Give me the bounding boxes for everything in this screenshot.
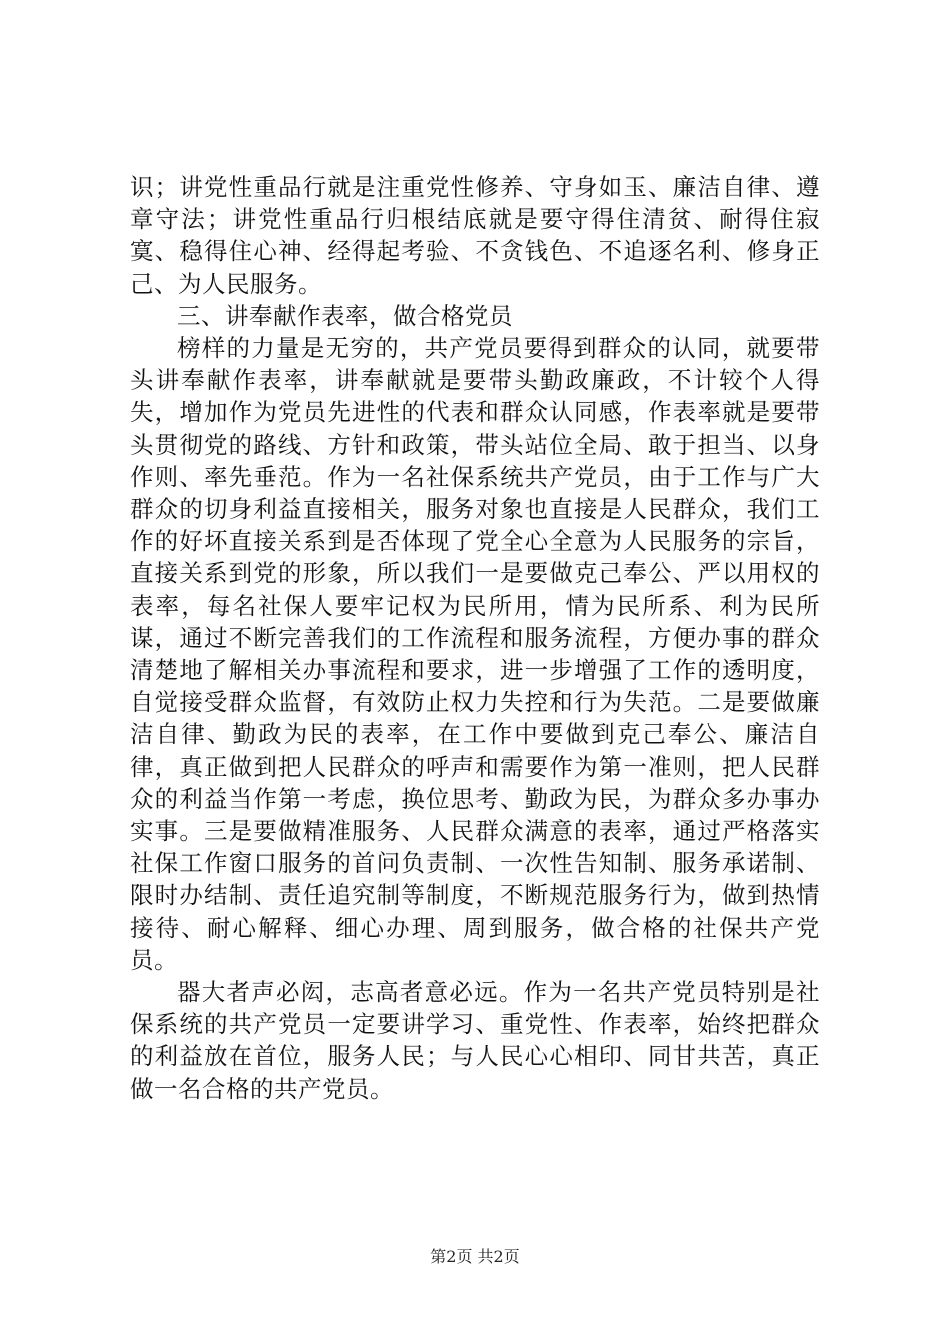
paragraph-conclusion: 器大者声必闳，志高者意必远。作为一名共产党员特别是社保系统的共产党员一定要讲学习、重党性、作表率，始终把群众的利益放在首位，服务人民；与人民心心相印、同甘共苦，真正做一名合格的共产党员。 xyxy=(130,978,820,1103)
document-body xyxy=(130,171,820,1105)
paragraph-dedication: 榜样的力量是无穷的，共产党员要得到群众的认同，就要带头讲奉献作表率，讲奉献就是要带头勤政廉政，不计较个人得失，增加作为党员先进性的代表和群众认同感，作表率就是要带头贯彻党的路线、方针和政策，带头站位全局、敢于担当、以身作则、率先垂范。作为一名社保系统共产党员，由于工作与广大群众的切身利益直接相关，服务对象也直接是人民群众，我们工作的好坏直接关系到是否体现了党全心全意为人民服务的宗旨，直接关系到党的形象，所以我们一是要做克己奉公、严以用权的表率，每名社保人要牢记权为民所用，情为民所系、利为民所谋，通过不断完善我们的工作流程和服务流程，方便办事的群众清楚地了解相关办事流程和要求，进一步增强了工作的透明度，自觉接受群众监督，有效防止权力失控和行为失范。二是要做廉洁自律、勤政为民的表率，在工作中要做到克己奉公、廉洁自律，真正做到把人民群众的呼声和需要作为第一准则，把人民群众的利益当作第一考虑，换位思考、勤政为民，为群众多办事办实事。三是要做精准服务、人民群众满意的表率，通过严格落实社保工作窗口服务的首问负责制、一次性告知制、服务承诺制、限时办结制、责任追究制等制度，不断规范服务行为，做到热情接待、耐心解释、细心办理、周到服务，做合格的社保共产党员。 xyxy=(130,334,820,974)
page-number-footer: 第2页 共2页 xyxy=(430,1247,520,1266)
section-heading: 三、讲奉献作表率，做合格党员 xyxy=(177,301,513,330)
paragraph-continuation: 识；讲党性重品行就是注重党性修养、守身如玉、廉洁自律、遵章守法；讲党性重品行归根结底就是要守得住清贫、耐得住寂寞、稳得住心神、经得起考验、不贪钱色、不追逐名利、修身正己、为人民服务。 xyxy=(130,173,820,298)
